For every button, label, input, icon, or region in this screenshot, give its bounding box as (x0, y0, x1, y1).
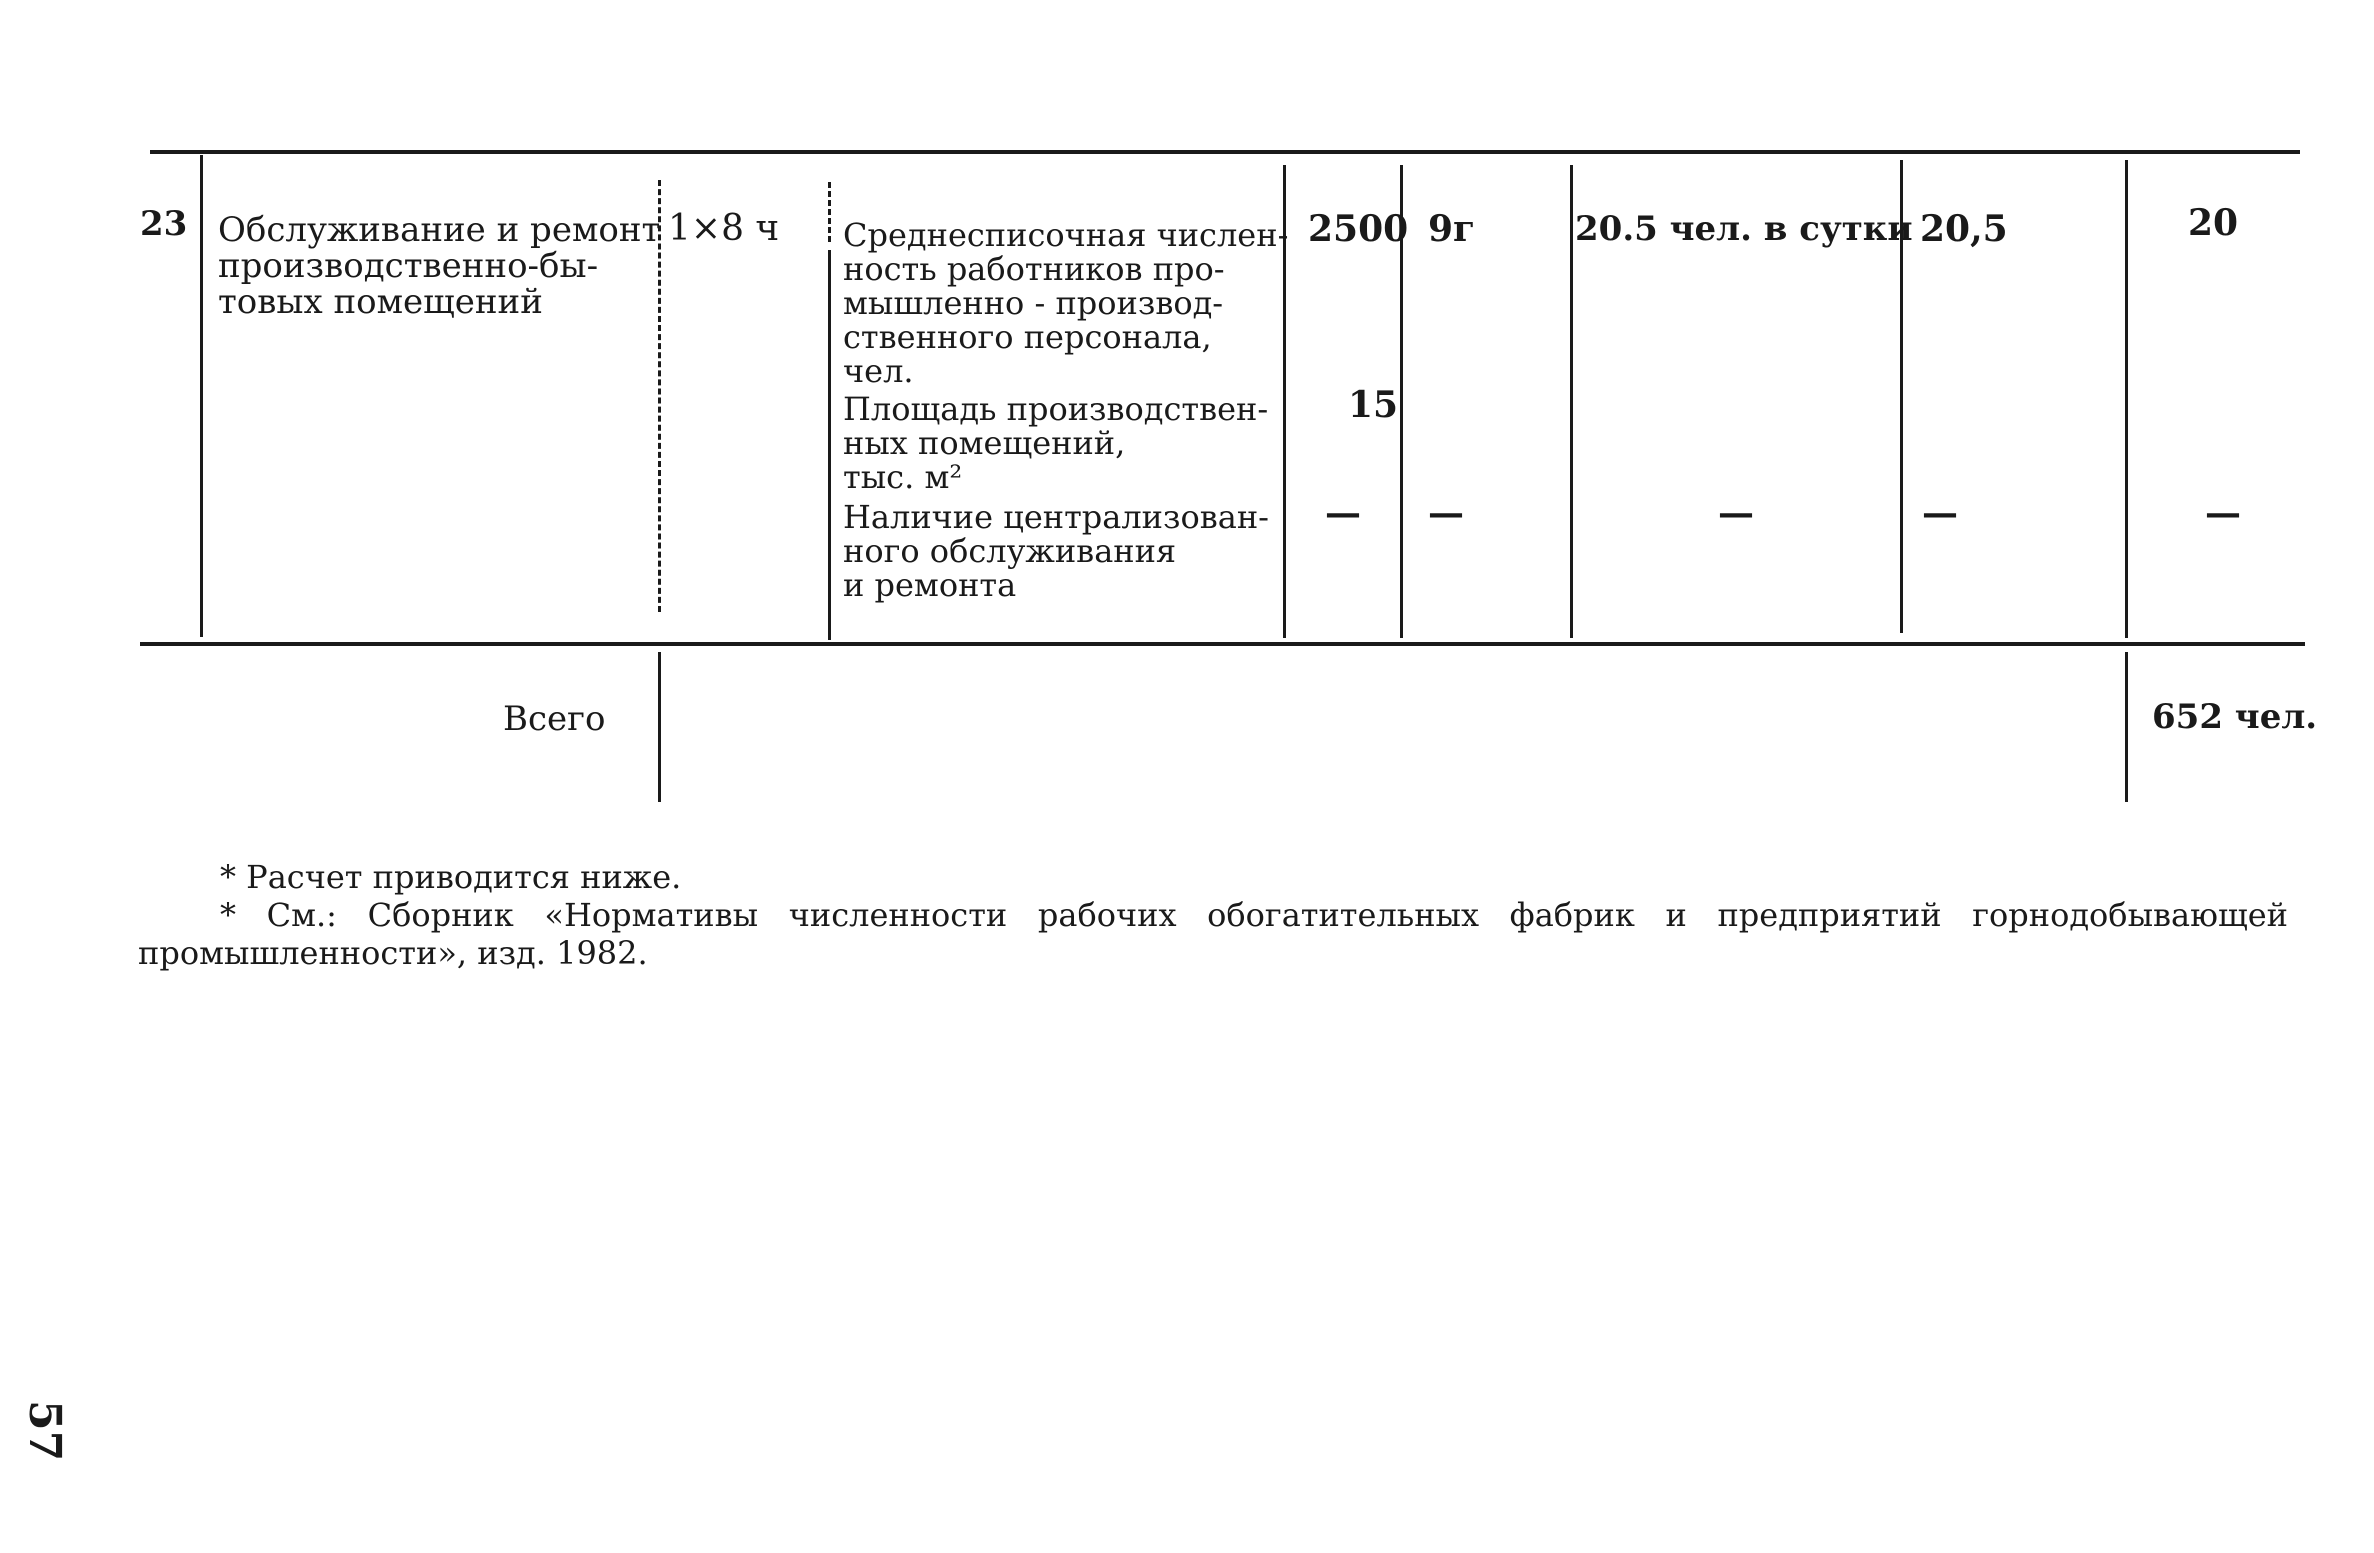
page-number: 57 (19, 1400, 70, 1462)
total-divider-left (658, 652, 661, 802)
row-shift: 1×8 ч (668, 208, 780, 249)
factor-dash-col6: — (1718, 492, 1754, 534)
footnotes (138, 858, 2288, 972)
factor-value-3: — (1325, 492, 1361, 534)
norm-value: 20.5 чел. в сутки (1575, 209, 1913, 249)
factor-dash-col8: — (2205, 492, 2241, 534)
total-value: 652 чел. (2152, 697, 2318, 737)
row-number: 23 (140, 204, 188, 244)
factor-value-1: 2500 (1308, 208, 1409, 250)
col-divider-1 (200, 155, 203, 637)
total-divider-right (2125, 652, 2128, 802)
factor-label-1: Среднесписочная числен- ность работников про- мышленно - производ- ственного персонала, чел. (843, 216, 1289, 390)
col-divider-3b (828, 250, 831, 640)
table-top-rule (150, 150, 2300, 154)
col-divider-8 (2125, 160, 2128, 638)
table-total-rule (140, 642, 2305, 646)
footnote-2: * См.: Сборник «Нормативы численности рабочих обогатительных фабрик и предприятий горнодобывающей промышленности», изд. 1982. (138, 896, 2288, 972)
factor-dash-col7: — (1922, 492, 1958, 534)
row-name: Обслуживание и ремонт производственно-бы- товых помещений (218, 210, 661, 322)
factor-value-2: 15 (1348, 384, 1399, 426)
factor-label-2: Площадь производствен- ных помещений, тыс. м² (843, 390, 1269, 496)
factor-dash-col5: — (1428, 492, 1464, 534)
total-label: Всего (503, 699, 606, 739)
footnote-1: * Расчет приводится ниже. (220, 858, 682, 896)
factor-label-3: Наличие централизован- ного обслуживания и ремонта (843, 498, 1269, 604)
col-divider-6 (1570, 165, 1573, 638)
calc-value: 20,5 (1920, 208, 2008, 250)
col-divider-3 (828, 182, 831, 242)
accepted-value: 20 (2188, 202, 2239, 244)
norm-reference: 9г (1428, 208, 1476, 250)
